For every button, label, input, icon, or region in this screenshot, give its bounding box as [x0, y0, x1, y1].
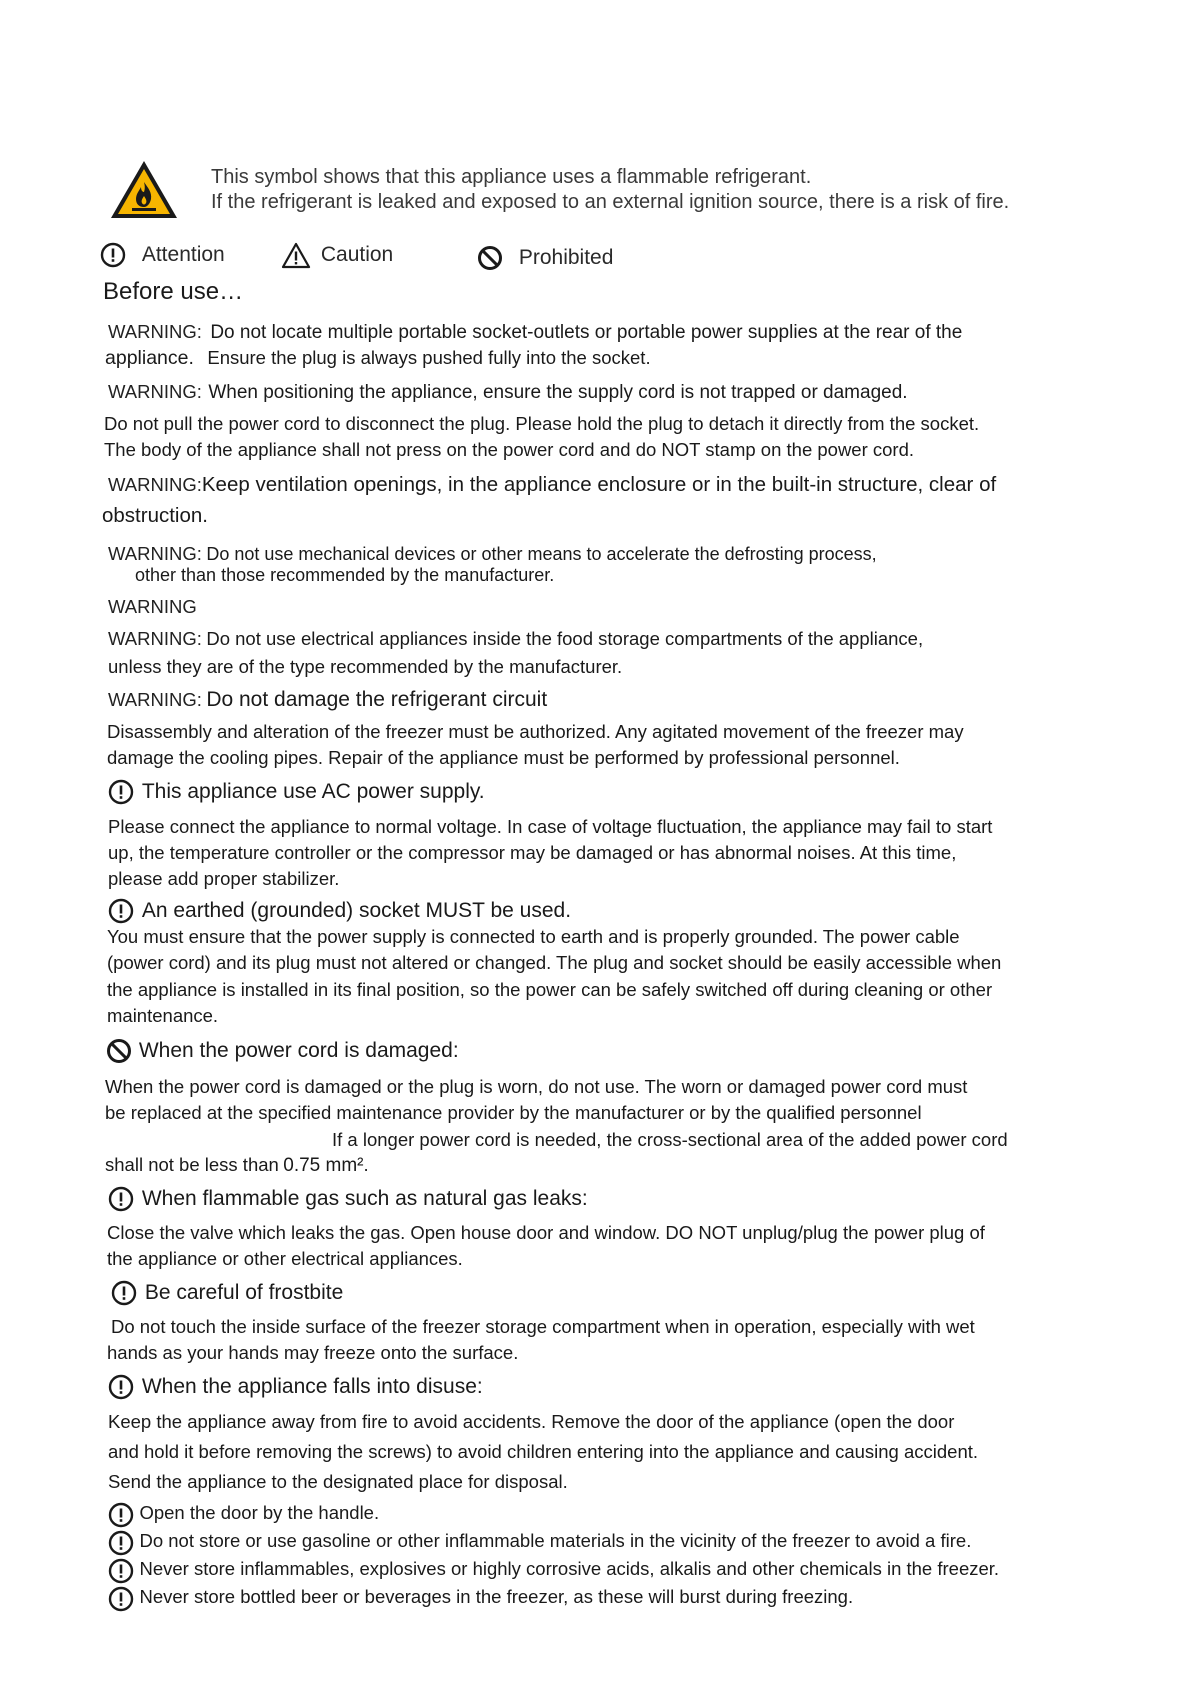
ac-body-2: up, the temperature controller or the compressor may be damaged or has abnormal noises. At this time,: [108, 842, 957, 863]
earthed-body-2: (power cord) and its plug must not altered or changed. The plug and socket should be easily accessible when: [107, 952, 1002, 973]
warning-label: WARNING:: [108, 689, 202, 710]
warning-6: [108, 628, 923, 650]
bullet-item: [108, 1530, 971, 1556]
prohibited-icon: [106, 1038, 132, 1064]
gas-body-2: the appliance or other electrical appliances.: [107, 1248, 463, 1269]
attention-icon: [108, 779, 134, 805]
legend-attention-label: Attention: [141, 242, 225, 266]
earthed-heading: [108, 898, 571, 924]
symbol-notice-line-2: If the refrigerant is leaked and exposed to an external ignition source, there is a risk of fire.: [211, 191, 1010, 213]
warning-text: Do not damage the refrigerant circuit: [206, 688, 548, 711]
warning-7: [108, 688, 547, 712]
prohibited-icon: [477, 245, 503, 271]
caution-icon: [281, 242, 311, 269]
frost-body-1: Do not touch the inside surface of the freezer storage compartment when in operation, especially with wet: [111, 1316, 975, 1337]
cord-min-area-value: 0.75 mm²: [283, 1155, 364, 1176]
earthed-body-1: You must ensure that the power supply is connected to earth and is properly grounded. The power cable: [107, 926, 960, 947]
cord-heading-text: When the power cord is damaged:: [138, 1038, 459, 1062]
attention-icon: [108, 1186, 134, 1212]
flammable-warning-icon: [108, 158, 180, 222]
warning-6-cont: unless they are of the type recommended by the manufacturer.: [108, 656, 623, 677]
bullet-text: Open the door by the handle.: [139, 1502, 380, 1524]
bullet-text: Never store inflammables, explosives or highly corrosive acids, alkalis and other chemicals in the freezer.: [139, 1558, 1000, 1580]
attention-icon: [111, 1280, 137, 1306]
disuse-body-1: Keep the appliance away from fire to avoid accidents. Remove the door of the appliance (open the door: [108, 1411, 955, 1432]
attention-icon: [108, 1502, 134, 1528]
disuse-heading-text: When the appliance falls into disuse:: [141, 1374, 483, 1398]
ac-body-1: Please connect the appliance to normal voltage. In case of voltage fluctuation, the appliance may fail to start: [108, 816, 993, 837]
legend-prohibited: [477, 245, 613, 271]
cord-body-1: When the power cord is damaged or the plug is worn, do not use. The worn or damaged power cord must: [105, 1076, 968, 1097]
attention-icon: [108, 1586, 134, 1612]
warning-2-body-2: The body of the appliance shall not press on the power cord and do NOT stamp on the power cord.: [104, 439, 915, 460]
earthed-body-3: the appliance is installed in its final position, so the power can be safely switched off during cleaning or other: [107, 979, 993, 1000]
earthed-body-4: maintenance.: [107, 1005, 219, 1026]
ac-heading: [108, 779, 485, 805]
warning-1: [108, 321, 962, 344]
attention-icon: [108, 1530, 134, 1556]
bullet-item: [108, 1502, 379, 1528]
attention-icon: [108, 898, 134, 924]
warning-1-cont: [105, 347, 651, 370]
section-title: Before use…: [103, 278, 244, 305]
disuse-heading: [108, 1374, 483, 1400]
cord-min-area-prefix: shall not be less than: [105, 1154, 279, 1175]
cord-heading: [106, 1038, 459, 1064]
cord-body-3: If a longer power cord is needed, the cross-sectional area of the added power cord: [332, 1129, 1008, 1150]
cord-body-4: [105, 1154, 369, 1177]
ac-body-3: please add proper stabilizer.: [108, 868, 340, 889]
legend-caution-label: Caution: [320, 243, 394, 267]
frost-heading: [111, 1280, 343, 1306]
warning-label: WARNING:: [108, 474, 202, 495]
bullet-text: Never store bottled beer or beverages in the freezer, as these will burst during freezing.: [139, 1586, 854, 1608]
symbol-notice-line-1: This symbol shows that this appliance uses a flammable refrigerant.: [211, 166, 812, 188]
ac-heading-text: This appliance use AC power supply.: [141, 779, 485, 803]
gas-body-1: Close the valve which leaks the gas. Open house door and window. DO NOT unplug/plug the power plug of: [107, 1222, 985, 1243]
cord-min-area-end: .: [363, 1154, 369, 1175]
attention-icon: [108, 1374, 134, 1400]
warning-cont-text: appliance.: [105, 347, 194, 369]
warning-3-cont: obstruction.: [102, 504, 208, 527]
warning-label: WARNING:: [108, 381, 202, 402]
warning-label: WARNING:: [108, 543, 202, 564]
warning-7-body-1: Disassembly and alteration of the freezer must be authorized. Any agitated movement of the freezer may: [107, 721, 964, 742]
warning-4: [108, 543, 877, 565]
warning-extra-text: Ensure the plug is always pushed fully into the socket.: [207, 347, 651, 368]
legend-caution: [281, 242, 393, 269]
legend-prohibited-label: Prohibited: [518, 245, 614, 269]
warning-text: When positioning the appliance, ensure the supply cord is not trapped or damaged.: [208, 382, 908, 403]
earthed-heading-text: An earthed (grounded) socket MUST be used.: [141, 898, 572, 922]
warning-2-body-1: Do not pull the power cord to disconnect the plug. Please hold the plug to detach it directly from the socket.: [104, 413, 980, 434]
bullet-item: [108, 1586, 853, 1612]
warning-text: Keep ventilation openings, in the appliance enclosure or in the built-in structure, clear of: [201, 473, 997, 496]
frost-body-2: hands as your hands may freeze onto the surface.: [107, 1342, 519, 1363]
disuse-body-3: Send the appliance to the designated place for disposal.: [108, 1471, 568, 1492]
gas-heading-text: When flammable gas such as natural gas leaks:: [141, 1186, 588, 1210]
warning-text: Do not locate multiple portable socket-outlets or portable power supplies at the rear of the: [210, 322, 963, 343]
legend-attention: [100, 242, 225, 268]
warning-4-cont: other than those recommended by the manufacturer.: [135, 565, 555, 585]
gas-heading: [108, 1186, 588, 1212]
warning-5: WARNING: [108, 596, 197, 617]
frost-heading-text: Be careful of frostbite: [144, 1280, 344, 1304]
disuse-body-2: and hold it before removing the screws) to avoid children entering into the appliance and causing accident.: [108, 1441, 979, 1462]
warning-label: WARNING:: [108, 321, 202, 342]
cord-body-2: be replaced at the specified maintenance provider by the manufacturer or by the qualified personnel: [105, 1102, 922, 1123]
bullet-item: [108, 1558, 999, 1584]
warning-7-body-2: damage the cooling pipes. Repair of the appliance must be performed by professional personnel.: [107, 747, 900, 768]
warning-3: [108, 473, 996, 497]
warning-text: Do not use electrical appliances inside the food storage compartments of the appliance,: [206, 628, 924, 649]
attention-icon: [100, 242, 126, 268]
warning-2: [108, 381, 908, 404]
warning-text: Do not use mechanical devices or other means to accelerate the defrosting process,: [206, 544, 877, 564]
attention-icon: [108, 1558, 134, 1584]
warning-label: WARNING:: [108, 628, 202, 649]
bullet-text: Do not store or use gasoline or other inflammable materials in the vicinity of the freezer to avoid a fire.: [139, 1530, 972, 1552]
